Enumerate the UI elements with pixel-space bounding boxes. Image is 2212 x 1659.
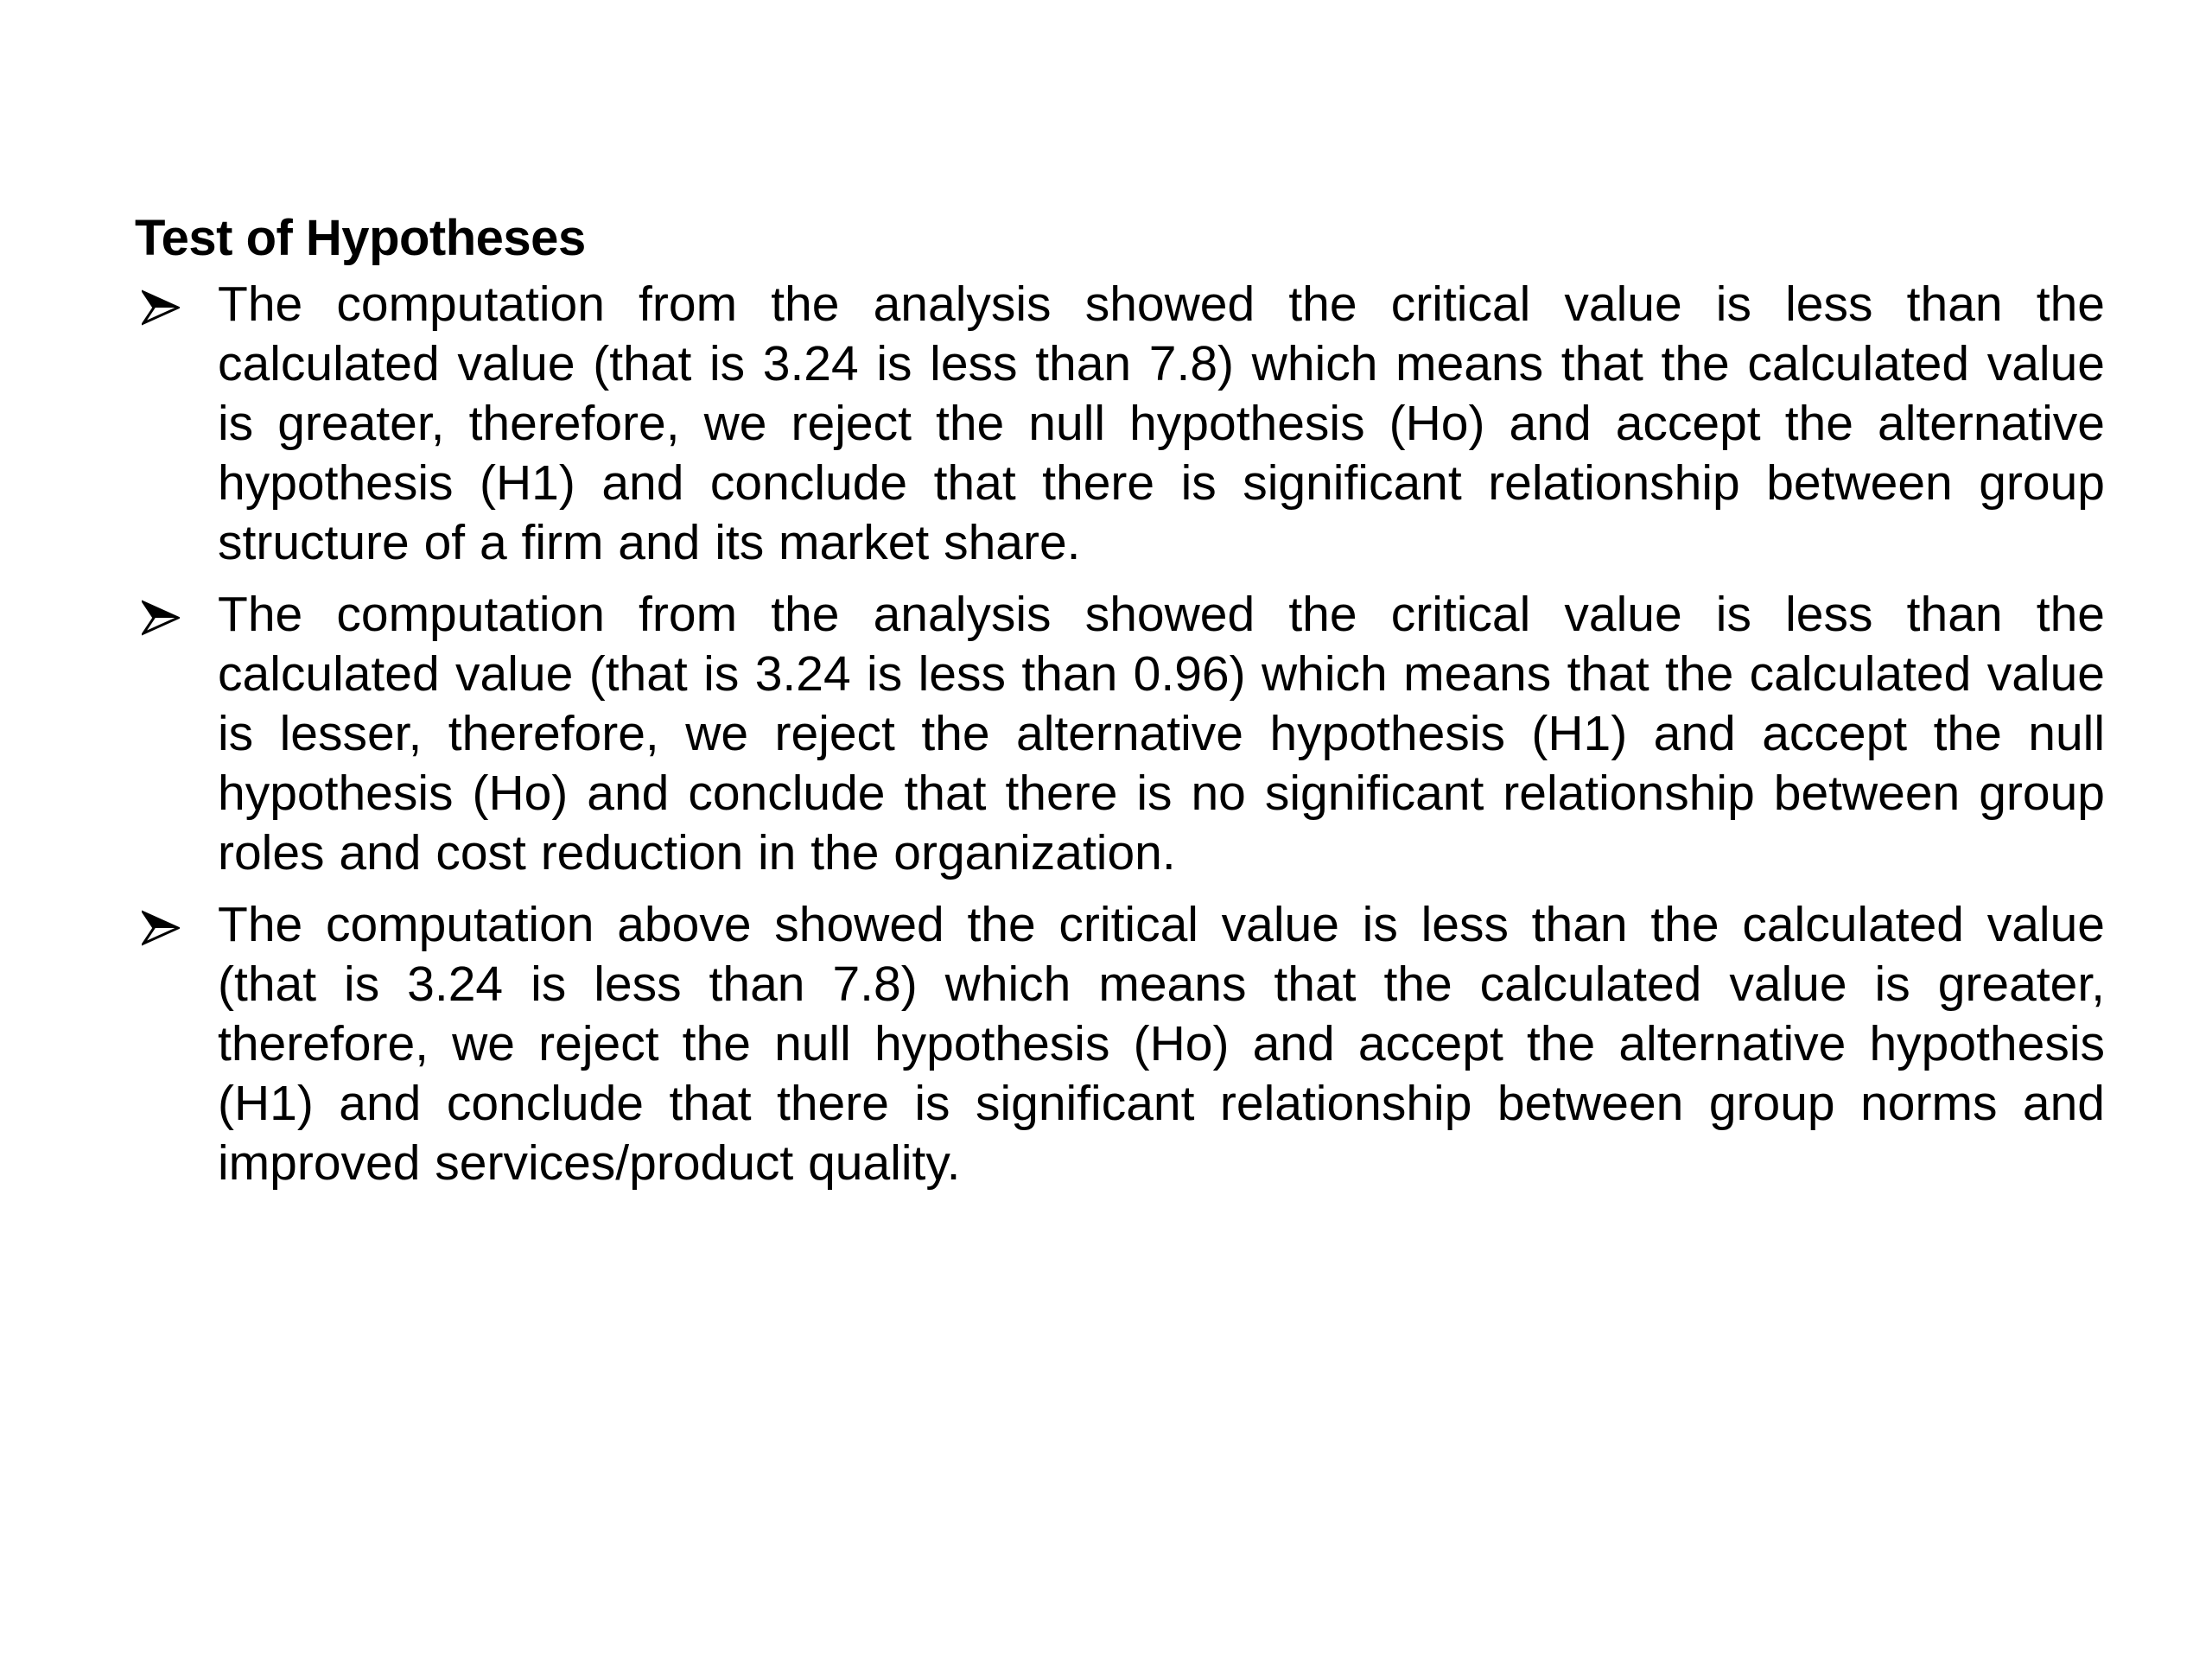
- slide-content: [135, 207, 2105, 1205]
- arrowhead-bullet-icon: [142, 909, 180, 947]
- arrowhead-bullet-icon: [142, 289, 180, 327]
- bullet-text: The computation from the analysis showed the critical value is less than the calculated value (that is 3.24 is less than 0.96) which means that the calculated value is lesser, therefore, we reject the alternative hypothesis (H1) and accept the null hypothesis (Ho) and conclude that there is no significant relationship between group roles and cost reduction in the organization.: [218, 587, 2105, 880]
- bullet-text: The computation from the analysis showed the critical value is less than the calculated value (that is 3.24 is less than 7.8) which means that the calculated value is greater, therefore, we reject the null hypothesis (Ho) and accept the alternative hypothesis (H1) and conclude that there is significant relationship between group structure of a firm and its market share.: [218, 276, 2105, 570]
- bullet-item: [135, 585, 2105, 883]
- slide-heading: Test of Hypotheses: [135, 210, 586, 266]
- arrowhead-bullet-icon: [142, 599, 180, 637]
- bullet-text: The computation above showed the critical value is less than the calculated value (that is 3.24 is less than 7.8) which means that the calculated value is greater, therefore, we reject the null hypothesis (Ho) and accept the alternative hypothesis (H1) and conclude that there is significant relationship between group norms and improved services/product quality.: [218, 897, 2105, 1191]
- bullet-item: [135, 275, 2105, 573]
- bullet-list: [135, 275, 2105, 1193]
- bullet-item: [135, 895, 2105, 1193]
